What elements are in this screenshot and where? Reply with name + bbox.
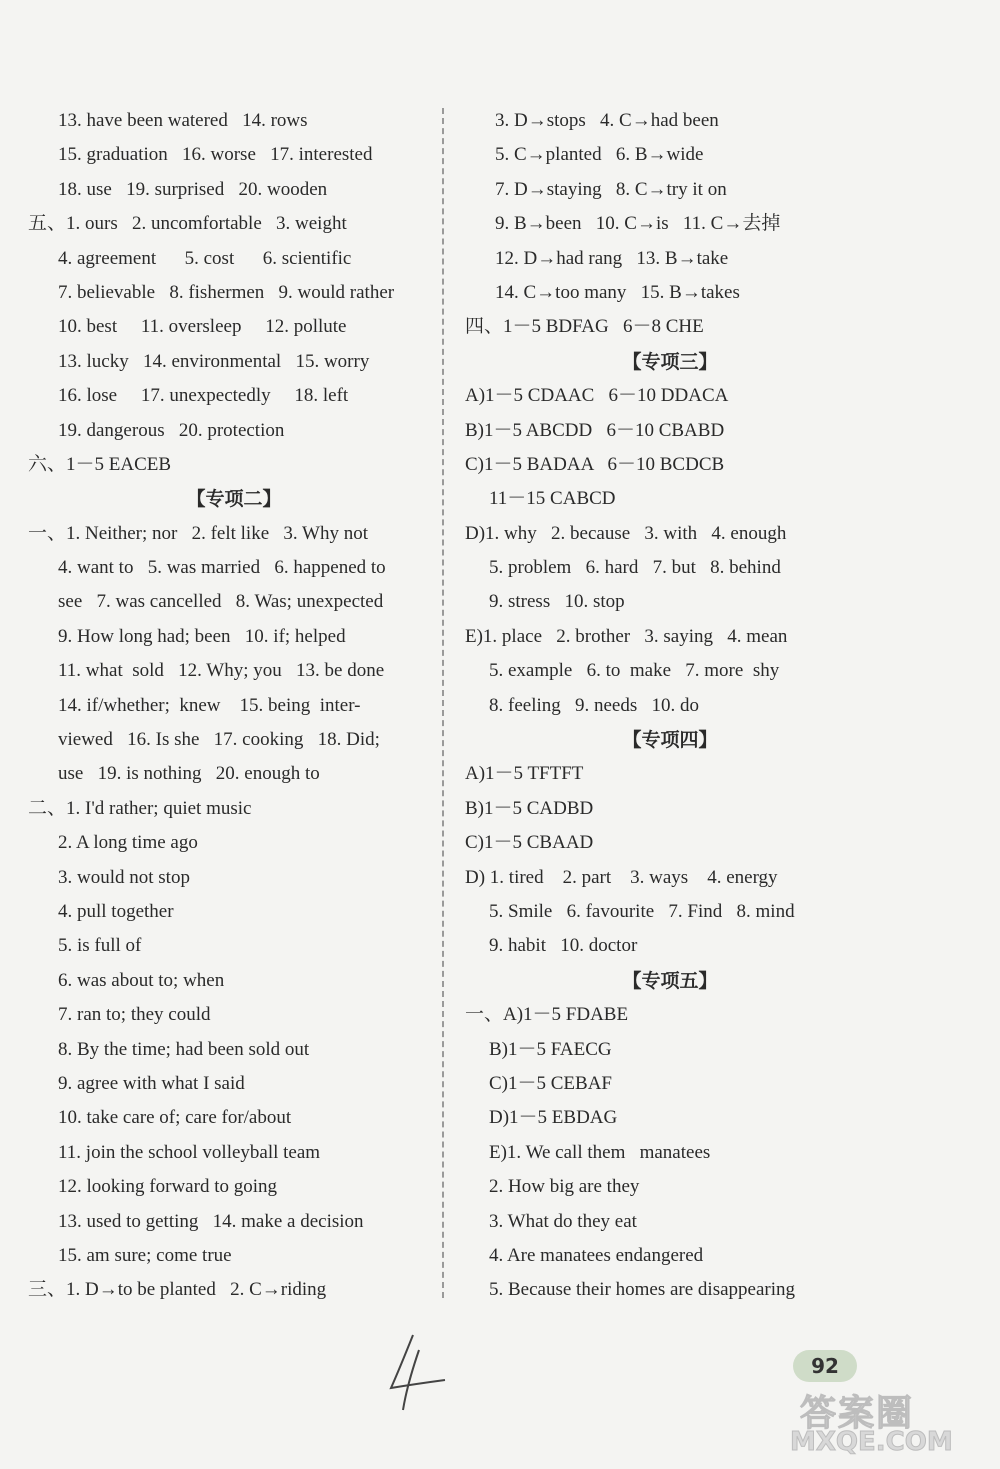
column-divider	[442, 108, 444, 1298]
answer-line: 14. C→too many 15. B→takes	[495, 281, 740, 303]
answer-line: C)1－5 CBAAD	[465, 832, 594, 854]
answer-line: E)1. We call them manatees	[489, 1141, 711, 1163]
answer-line: 4. agreement 5. cost 6. scientific	[58, 247, 352, 269]
answer-line: 15. graduation 16. worse 17. interested	[58, 144, 373, 166]
answer-line: 5. example 6. to make 7. more shy	[489, 660, 780, 682]
answer-line: 六、1－5 EACEB	[28, 453, 172, 475]
section-heading: 【专项五】	[622, 969, 718, 992]
answer-line: 5. Because their homes are disappearing	[489, 1279, 795, 1301]
answer-line: 4. pull together	[58, 900, 174, 922]
answer-line: B)1－5 ABCDD 6－10 CBABD	[465, 419, 725, 441]
answer-line: A)1－5 CDAAC 6－10 DDACA	[465, 385, 729, 407]
answer-line: 19. dangerous 20. protection	[58, 419, 285, 441]
answer-line: C)1－5 CEBAF	[489, 1072, 612, 1094]
answer-line: 8. feeling 9. needs 10. do	[489, 694, 700, 716]
answer-line: 11－15 CABCD	[489, 488, 616, 510]
answer-line: viewed 16. Is she 17. cooking 18. Did;	[58, 729, 380, 751]
answer-line: 7. D→staying 8. C→try it on	[495, 178, 727, 200]
answer-line: A)1－5 TFTFT	[465, 763, 584, 785]
answer-line: C)1－5 BADAA 6－10 BCDCB	[465, 453, 725, 475]
answer-line: 18. use 19. surprised 20. wooden	[58, 178, 328, 200]
answer-line: 三、1. D→to be planted 2. C→riding	[28, 1279, 327, 1301]
answer-line: 11. join the school volleyball team	[58, 1141, 321, 1163]
answer-line: 9. B→been 10. C→is 11. C→去掉	[495, 213, 781, 235]
answer-line: D)1－5 EBDAG	[489, 1107, 618, 1129]
answer-line: 2. How big are they	[489, 1176, 640, 1198]
answer-line: 3. would not stop	[58, 866, 190, 888]
answer-line: 10. take care of; care for/about	[58, 1107, 292, 1129]
answer-line: 5. is full of	[58, 935, 142, 957]
answer-line: 4. Are manatees endangered	[489, 1244, 704, 1266]
answer-line: 四、1－5 BDFAG 6－8 CHE	[465, 316, 704, 338]
watermark	[790, 1385, 995, 1465]
answer-line: 一、A)1－5 FDABE	[465, 1004, 629, 1026]
answer-line: 15. am sure; come true	[58, 1244, 232, 1266]
answer-line: 12. looking forward to going	[58, 1176, 278, 1198]
page-number: 92	[793, 1350, 857, 1382]
answer-line: 二、1. I'd rather; quiet music	[28, 797, 252, 819]
section-heading: 【专项三】	[622, 350, 718, 373]
answer-line: 13. used to getting 14. make a decision	[58, 1210, 364, 1232]
answer-line: 9. habit 10. doctor	[489, 935, 638, 957]
right-column	[465, 104, 875, 1308]
answer-line: 14. if/whether; knew 15. being inter-	[58, 694, 361, 716]
answer-line: 7. ran to; they could	[58, 1004, 211, 1026]
answer-line: 16. lose 17. unexpectedly 18. left	[58, 385, 349, 407]
answer-line: 5. Smile 6. favourite 7. Find 8. mind	[489, 900, 795, 922]
answer-line: 9. agree with what I said	[58, 1072, 245, 1094]
watermark-bottom: MXQE.COM	[790, 1427, 953, 1457]
handwritten-mark	[385, 1330, 475, 1420]
answer-line: 五、1. ours 2. uncomfortable 3. weight	[28, 213, 347, 235]
answer-line: 11. what sold 12. Why; you 13. be done	[58, 660, 385, 682]
answer-line: 5. problem 6. hard 7. but 8. behind	[489, 557, 781, 579]
answer-line: D)1. why 2. because 3. with 4. enough	[465, 522, 787, 544]
left-column	[28, 104, 440, 1308]
answer-line: E)1. place 2. brother 3. saying 4. mean	[465, 625, 788, 647]
answer-line: B)1－5 CADBD	[465, 797, 594, 819]
answer-line: see 7. was cancelled 8. Was; unexpected	[58, 591, 384, 613]
answer-line: 一、1. Neither; nor 2. felt like 3. Why not	[28, 522, 369, 544]
answer-line: 9. How long had; been 10. if; helped	[58, 625, 346, 647]
answer-line: 12. D→had rang 13. B→take	[495, 247, 729, 269]
answer-line: 13. lucky 14. environmental 15. worry	[58, 350, 370, 372]
watermark-top: 答案圈	[800, 1393, 915, 1434]
answer-line: 3. What do they eat	[489, 1210, 637, 1232]
answer-line: 2. A long time ago	[58, 832, 198, 854]
answer-line: B)1－5 FAECG	[489, 1038, 612, 1060]
answer-line: 13. have been watered 14. rows	[58, 110, 308, 131]
answer-line: use 19. is nothing 20. enough to	[58, 763, 320, 785]
answer-line: 8. By the time; had been sold out	[58, 1038, 310, 1060]
answer-line: 7. believable 8. fishermen 9. would rather	[58, 281, 395, 303]
section-heading: 【专项四】	[622, 729, 718, 752]
answer-line: 9. stress 10. stop	[489, 591, 625, 613]
answer-line: D) 1. tired 2. part 3. ways 4. energy	[465, 866, 778, 888]
answer-line: 6. was about to; when	[58, 969, 225, 991]
section-heading: 【专项二】	[186, 488, 282, 511]
answer-line: 10. best 11. oversleep 12. pollute	[58, 316, 347, 338]
answer-line: 5. C→planted 6. B→wide	[495, 144, 704, 166]
answer-line: 3. D→stops 4. C→had been	[495, 110, 719, 131]
answer-line: 4. want to 5. was married 6. happened to	[58, 557, 386, 579]
